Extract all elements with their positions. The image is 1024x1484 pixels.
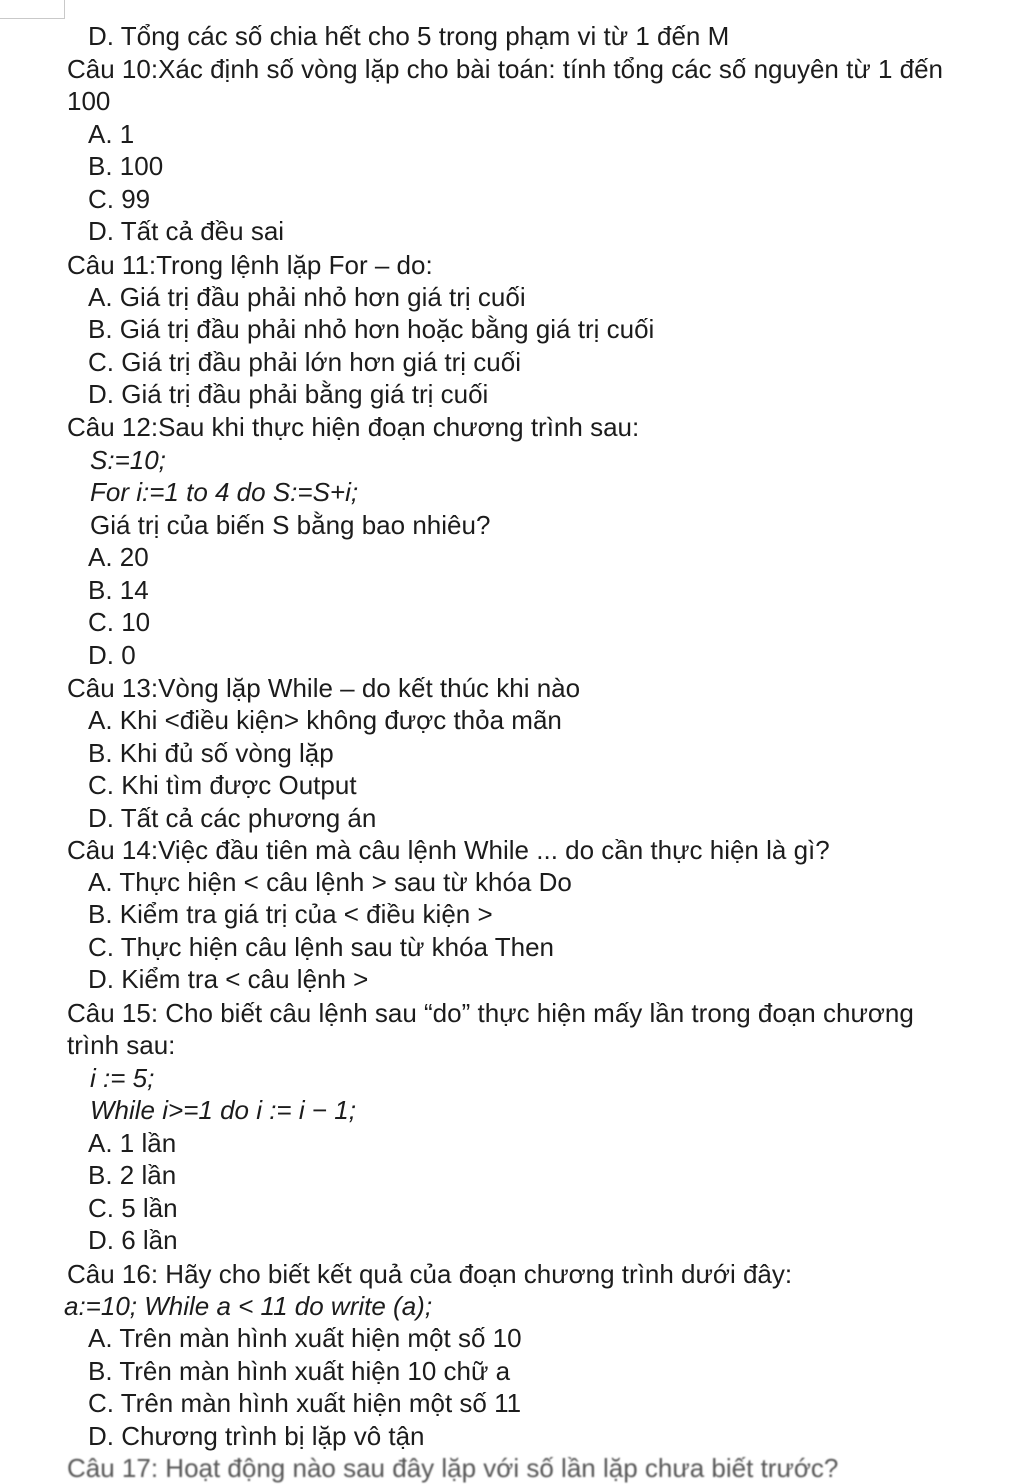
- question-10-text: Câu 10:Xác định số vòng lặp cho bài toán: tính tổng các số nguyên từ 1 đến: [67, 54, 944, 84]
- option-q10-d: D. Tất cả đều sai: [88, 216, 285, 246]
- question-12-text: Câu 12:Sau khi thực hiện đoạn chương trình sau:: [67, 412, 640, 442]
- option-q11-c: C. Giá trị đầu phải lớn hơn giá trị cuối: [88, 347, 521, 377]
- question-14-text: Câu 14:Việc đầu tiên mà câu lệnh While ... do cần thực hiện là gì?: [67, 835, 830, 865]
- option-q12-c: C. 10: [88, 607, 151, 637]
- question-16-text: Câu 16: Hãy cho biết kết quả của đoạn chương trình dưới đây:: [67, 1259, 793, 1289]
- code-q16: a:=10; While a < 11 do write (a);: [64, 1291, 433, 1321]
- option-q12-b: B. 14: [88, 575, 149, 605]
- option-q16-d: D. Chương trình bị lặp vô tận: [88, 1421, 425, 1451]
- option-q15-d: D. 6 lần: [88, 1225, 178, 1255]
- option-q16-c: C. Trên màn hình xuất hiện một số 11: [88, 1388, 522, 1418]
- option-q13-b: B. Khi đủ số vòng lặp: [88, 738, 334, 768]
- option-q13-c: C. Khi tìm được Output: [88, 770, 357, 800]
- question-13-text: Câu 13:Vòng lặp While – do kết thúc khi nào: [67, 673, 581, 703]
- code-q15-line1: i := 5;: [90, 1063, 155, 1093]
- option-q16-b: B. Trên màn hình xuất hiện 10 chữ a: [88, 1356, 511, 1386]
- question-15-text-cont: trình sau:: [67, 1030, 176, 1060]
- option-q11-d: D. Giá trị đầu phải bằng giá trị cuối: [88, 379, 489, 409]
- option-q11-a: A. Giá trị đầu phải nhỏ hơn giá trị cuối: [88, 282, 526, 312]
- option-q15-b: B. 2 lần: [88, 1160, 177, 1190]
- option-q10-c: C. 99: [88, 184, 151, 214]
- option-q16-a: A. Trên màn hình xuất hiện một số 10: [88, 1323, 522, 1353]
- question-17-partial-text: Câu 17: Hoạt động nào sau đây lặp với số lần lặp chưa biết trước?: [67, 1453, 839, 1483]
- option-q13-d: D. Tất cả các phương án: [88, 803, 377, 833]
- question-12-prompt: Giá trị của biến S bằng bao nhiêu?: [90, 510, 491, 540]
- option-q15-a: A. 1 lần: [88, 1128, 177, 1158]
- option-q11-b: B. Giá trị đầu phải nhỏ hơn hoặc bằng giá trị cuối: [88, 314, 655, 344]
- option-q14-a: A. Thực hiện < câu lệnh > sau từ khóa Do: [88, 867, 572, 897]
- option-q13-a: A. Khi <điều kiện> không được thỏa mãn: [88, 705, 562, 735]
- code-q15-line2: While i>=1 do i := i − 1;: [90, 1095, 356, 1125]
- code-q12-line1: S:=10;: [90, 445, 166, 475]
- option-q12-a: A. 20: [88, 542, 149, 572]
- page-corner-border: [0, 0, 65, 19]
- question-10-text-cont: 100: [67, 86, 111, 116]
- question-11-text: Câu 11:Trong lệnh lặp For – do:: [67, 250, 433, 280]
- option-q14-b: B. Kiểm tra giá trị của < điều kiện >: [88, 899, 493, 929]
- option-q12-d: D. 0: [88, 640, 136, 670]
- option-q10-b: B. 100: [88, 151, 164, 181]
- option-q14-c: C. Thực hiện câu lệnh sau từ khóa Then: [88, 932, 555, 962]
- option-q14-d: D. Kiểm tra < câu lệnh >: [88, 964, 369, 994]
- question-15-text: Câu 15: Cho biết câu lệnh sau “do” thực hiện mấy lần trong đoạn chương: [67, 998, 914, 1028]
- option-q10-a: A. 1: [88, 119, 135, 149]
- option-q15-c: C. 5 lần: [88, 1193, 178, 1223]
- code-q12-line2: For i:=1 to 4 do S:=S+i;: [90, 477, 359, 507]
- option-q9-d: D. Tổng các số chia hết cho 5 trong phạm vi từ 1 đến M: [88, 21, 730, 51]
